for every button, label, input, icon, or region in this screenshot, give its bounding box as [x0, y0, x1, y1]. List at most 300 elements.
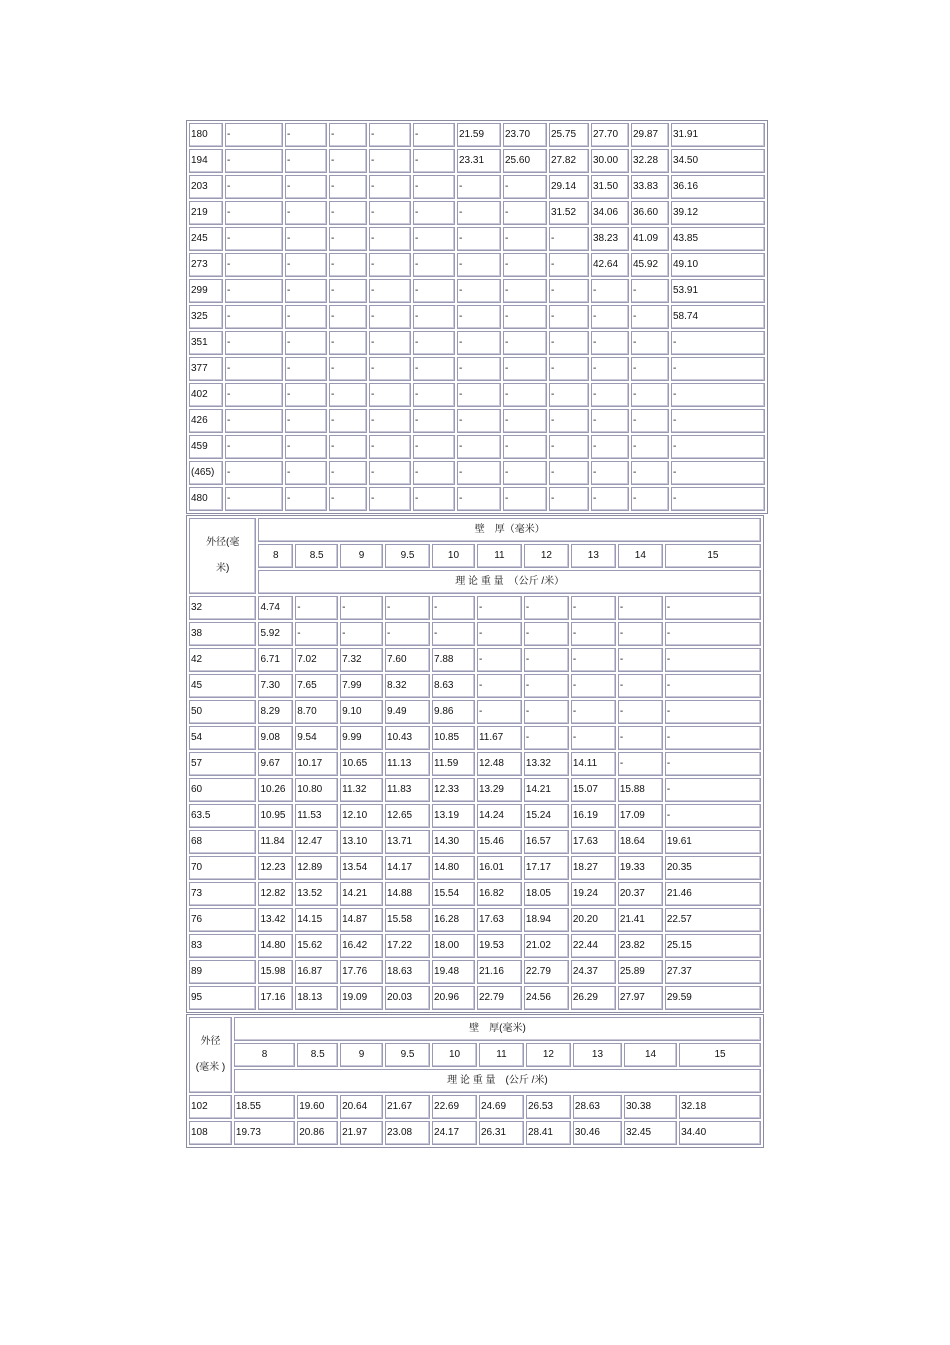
- weight-cell: -: [340, 622, 383, 646]
- weight-cell: -: [285, 201, 327, 225]
- weight-table-large-od: [186, 120, 768, 514]
- weight-cell: 9.86: [432, 700, 475, 724]
- weight-cell: 16.01: [477, 856, 522, 880]
- weight-cell: 7.32: [340, 648, 383, 672]
- table-row: [189, 175, 765, 199]
- weight-cell: 8.63: [432, 674, 475, 698]
- thickness-header-cell: 14: [618, 544, 663, 568]
- weight-cell: -: [413, 123, 455, 147]
- weight-cell: -: [369, 201, 411, 225]
- od-label-line1: 外径: [200, 1036, 221, 1047]
- weight-cell: 28.63: [573, 1095, 622, 1119]
- weight-cell: -: [285, 409, 327, 433]
- weight-cell: 41.09: [631, 227, 669, 251]
- weight-cell: -: [285, 383, 327, 407]
- weight-cell: -: [571, 674, 616, 698]
- table-row: [189, 986, 761, 1010]
- weight-cell: -: [631, 487, 669, 511]
- thickness-header-cell: 9.5: [385, 544, 430, 568]
- weight-cell: 12.23: [258, 856, 293, 880]
- thickness-row: [189, 1043, 761, 1067]
- weight-cell: -: [413, 149, 455, 173]
- weight-cell: 31.52: [549, 201, 589, 225]
- weight-cell: 9.10: [340, 700, 383, 724]
- weight-cell: -: [549, 305, 589, 329]
- weight-cell: 26.53: [526, 1095, 571, 1119]
- outer-diameter-cell: 95: [189, 986, 256, 1010]
- table-body: [189, 1095, 761, 1145]
- weight-cell: -: [225, 175, 283, 199]
- weight-cell: 15.62: [295, 934, 338, 958]
- weight-cell: 22.79: [477, 986, 522, 1010]
- weight-cell: -: [503, 305, 547, 329]
- weight-cell: 36.16: [671, 175, 765, 199]
- weight-cell: 24.69: [479, 1095, 524, 1119]
- weight-cell: 11.67: [477, 726, 522, 750]
- weight-cell: -: [524, 622, 569, 646]
- weight-cell: 42.64: [591, 253, 629, 277]
- weight-cell: -: [225, 305, 283, 329]
- weight-cell: 17.63: [477, 908, 522, 932]
- weight-cell: -: [571, 700, 616, 724]
- table-row: [189, 934, 761, 958]
- weight-cell: -: [665, 726, 761, 750]
- thickness-header-cell: 11: [477, 544, 522, 568]
- weight-cell: 22.57: [665, 908, 761, 932]
- weight-cell: 21.97: [340, 1121, 383, 1145]
- weight-cell: -: [413, 175, 455, 199]
- weight-cell: -: [413, 305, 455, 329]
- weight-cell: -: [665, 622, 761, 646]
- document-page: [186, 120, 764, 1148]
- weight-cell: -: [295, 596, 338, 620]
- weight-cell: -: [549, 409, 589, 433]
- weight-cell: -: [524, 648, 569, 672]
- weight-cell: 23.82: [618, 934, 663, 958]
- weight-cell: 36.60: [631, 201, 669, 225]
- weight-cell: 13.71: [385, 830, 430, 854]
- weight-cell: -: [329, 435, 367, 459]
- table-row: [189, 1121, 761, 1145]
- outer-diameter-cell: 83: [189, 934, 256, 958]
- weight-cell: 23.31: [457, 149, 501, 173]
- weight-cell: 29.59: [665, 986, 761, 1010]
- weight-table-small-od: [186, 515, 764, 1013]
- table-row: [189, 279, 765, 303]
- weight-cell: 39.12: [671, 201, 765, 225]
- weight-cell: 18.55: [234, 1095, 295, 1119]
- table-row: [189, 227, 765, 251]
- weight-cell: -: [665, 700, 761, 724]
- weight-cell: 18.13: [295, 986, 338, 1010]
- weight-cell: -: [413, 383, 455, 407]
- weight-cell: -: [618, 622, 663, 646]
- outer-diameter-cell: 351: [189, 331, 223, 355]
- weight-cell: -: [285, 331, 327, 355]
- weight-cell: 14.88: [385, 882, 430, 906]
- weight-cell: -: [591, 305, 629, 329]
- weight-cell: -: [457, 175, 501, 199]
- weight-cell: -: [432, 596, 475, 620]
- weight-cell: 21.41: [618, 908, 663, 932]
- thickness-header-cell: 8: [234, 1043, 295, 1067]
- outer-diameter-cell: 38: [189, 622, 256, 646]
- weight-cell: 15.54: [432, 882, 475, 906]
- weight-cell: 16.57: [524, 830, 569, 854]
- weight-cell: 20.86: [297, 1121, 338, 1145]
- weight-cell: -: [503, 175, 547, 199]
- weight-cell: -: [285, 149, 327, 173]
- table-row: [189, 357, 765, 381]
- weight-cell: 27.97: [618, 986, 663, 1010]
- weight-cell: -: [503, 409, 547, 433]
- outer-diameter-cell: 325: [189, 305, 223, 329]
- weight-cell: -: [285, 253, 327, 277]
- weight-cell: -: [369, 253, 411, 277]
- weight-cell: 38.23: [591, 227, 629, 251]
- weight-cell: -: [631, 357, 669, 381]
- weight-cell: -: [477, 648, 522, 672]
- weight-cell: 15.24: [524, 804, 569, 828]
- weight-cell: -: [285, 487, 327, 511]
- weight-cell: -: [549, 331, 589, 355]
- weight-cell: -: [329, 279, 367, 303]
- weight-cell: 14.80: [432, 856, 475, 880]
- weight-cell: -: [225, 123, 283, 147]
- weight-cell: -: [285, 357, 327, 381]
- outer-diameter-cell: 60: [189, 778, 256, 802]
- weight-cell: 11.13: [385, 752, 430, 776]
- weight-cell: 13.10: [340, 830, 383, 854]
- weight-cell: 13.32: [524, 752, 569, 776]
- weight-cell: -: [591, 487, 629, 511]
- weight-cell: 21.16: [477, 960, 522, 984]
- weight-cell: 34.06: [591, 201, 629, 225]
- outer-diameter-cell: 245: [189, 227, 223, 251]
- outer-diameter-cell: 76: [189, 908, 256, 932]
- weight-cell: 16.87: [295, 960, 338, 984]
- table-row: [189, 882, 761, 906]
- weight-cell: 19.24: [571, 882, 616, 906]
- outer-diameter-cell: 299: [189, 279, 223, 303]
- weight-cell: 14.87: [340, 908, 383, 932]
- weight-cell: -: [369, 435, 411, 459]
- weight-cell: 16.42: [340, 934, 383, 958]
- weight-cell: 7.02: [295, 648, 338, 672]
- weight-cell: -: [549, 279, 589, 303]
- outer-diameter-cell: 45: [189, 674, 256, 698]
- table-body: [189, 596, 761, 1010]
- weight-cell: -: [329, 409, 367, 433]
- weight-cell: 24.56: [524, 986, 569, 1010]
- weight-cell: -: [503, 279, 547, 303]
- weight-cell: 13.29: [477, 778, 522, 802]
- weight-cell: 13.52: [295, 882, 338, 906]
- thickness-header-cell: 15: [665, 544, 761, 568]
- weight-cell: -: [225, 461, 283, 485]
- weight-cell: -: [225, 435, 283, 459]
- weight-cell: 31.91: [671, 123, 765, 147]
- table-row: [189, 778, 761, 802]
- outer-diameter-cell: 203: [189, 175, 223, 199]
- weight-cell: -: [385, 622, 430, 646]
- weight-cell: -: [329, 331, 367, 355]
- weight-cell: -: [631, 305, 669, 329]
- weight-cell: 30.46: [573, 1121, 622, 1145]
- weight-cell: 11.32: [340, 778, 383, 802]
- weight-cell: 25.15: [665, 934, 761, 958]
- theoretical-weight-header: 理 论 重 量 （公斤 /米）: [258, 570, 761, 594]
- weight-cell: 30.38: [624, 1095, 677, 1119]
- weight-cell: -: [671, 435, 765, 459]
- weight-cell: 11.83: [385, 778, 430, 802]
- weight-cell: -: [369, 487, 411, 511]
- table-row: [189, 648, 761, 672]
- outer-diameter-cell: 219: [189, 201, 223, 225]
- weight-cell: 18.00: [432, 934, 475, 958]
- outer-diameter-cell: 426: [189, 409, 223, 433]
- weight-cell: -: [369, 357, 411, 381]
- table-row: [189, 409, 765, 433]
- weight-cell: 15.98: [258, 960, 293, 984]
- weight-cell: 9.67: [258, 752, 293, 776]
- weight-cell: -: [369, 149, 411, 173]
- weight-cell: -: [413, 201, 455, 225]
- weight-cell: 9.08: [258, 726, 293, 750]
- weight-cell: 29.87: [631, 123, 669, 147]
- weight-cell: 10.26: [258, 778, 293, 802]
- weight-cell: -: [432, 622, 475, 646]
- weight-cell: -: [549, 383, 589, 407]
- table-row: [189, 726, 761, 750]
- od-label-line2: (毫米 ): [195, 1062, 226, 1073]
- weight-cell: -: [477, 674, 522, 698]
- weight-cell: 13.54: [340, 856, 383, 880]
- weight-cell: -: [285, 175, 327, 199]
- thickness-header-cell: 9: [340, 1043, 383, 1067]
- weight-cell: 15.88: [618, 778, 663, 802]
- weight-cell: -: [591, 331, 629, 355]
- weight-cell: -: [295, 622, 338, 646]
- weight-cell: -: [225, 253, 283, 277]
- weight-cell: -: [503, 487, 547, 511]
- weight-cell: -: [591, 461, 629, 485]
- weight-cell: 19.48: [432, 960, 475, 984]
- od-label-line2: 米): [216, 563, 230, 574]
- weight-cell: 18.64: [618, 830, 663, 854]
- weight-cell: 6.71: [258, 648, 293, 672]
- weight-cell: 53.91: [671, 279, 765, 303]
- weight-cell: 18.27: [571, 856, 616, 880]
- weight-cell: -: [591, 435, 629, 459]
- weight-cell: -: [225, 279, 283, 303]
- weight-cell: -: [665, 804, 761, 828]
- outer-diameter-cell: 273: [189, 253, 223, 277]
- weight-cell: -: [665, 752, 761, 776]
- weight-cell: 20.20: [571, 908, 616, 932]
- outer-diameter-cell: 194: [189, 149, 223, 173]
- outer-diameter-cell: 377: [189, 357, 223, 381]
- weight-cell: -: [369, 383, 411, 407]
- weight-cell: 31.50: [591, 175, 629, 199]
- weight-cell: -: [369, 227, 411, 251]
- weight-cell: -: [665, 648, 761, 672]
- outer-diameter-cell: 480: [189, 487, 223, 511]
- weight-cell: -: [457, 461, 501, 485]
- thickness-header-cell: 12: [524, 544, 569, 568]
- weight-cell: -: [457, 305, 501, 329]
- weight-cell: -: [385, 596, 430, 620]
- thickness-header-cell: 13: [571, 544, 616, 568]
- weight-cell: 17.76: [340, 960, 383, 984]
- weight-cell: 21.67: [385, 1095, 430, 1119]
- weight-cell: -: [329, 305, 367, 329]
- weight-cell: -: [329, 149, 367, 173]
- weight-cell: 19.33: [618, 856, 663, 880]
- weight-cell: -: [225, 383, 283, 407]
- weight-cell: -: [503, 253, 547, 277]
- weight-cell: -: [618, 596, 663, 620]
- weight-cell: -: [413, 253, 455, 277]
- table-row: [189, 435, 765, 459]
- outer-diameter-cell: 102: [189, 1095, 232, 1119]
- weight-cell: -: [549, 435, 589, 459]
- weight-cell: -: [413, 409, 455, 433]
- weight-cell: 26.31: [479, 1121, 524, 1145]
- weight-cell: 15.58: [385, 908, 430, 932]
- thickness-row: [189, 544, 761, 568]
- weight-cell: 14.17: [385, 856, 430, 880]
- weight-cell: -: [503, 357, 547, 381]
- weight-cell: -: [457, 357, 501, 381]
- weight-cell: -: [549, 253, 589, 277]
- weight-cell: -: [329, 123, 367, 147]
- weight-cell: -: [571, 648, 616, 672]
- weight-cell: -: [413, 331, 455, 355]
- table-row: [189, 908, 761, 932]
- outer-diameter-cell: 402: [189, 383, 223, 407]
- thickness-header-cell: 14: [624, 1043, 677, 1067]
- weight-cell: -: [329, 461, 367, 485]
- weight-cell: -: [225, 409, 283, 433]
- weight-cell: 17.22: [385, 934, 430, 958]
- weight-cell: -: [477, 700, 522, 724]
- outer-diameter-cell: 50: [189, 700, 256, 724]
- weight-cell: -: [671, 383, 765, 407]
- weight-cell: -: [413, 487, 455, 511]
- weight-cell: -: [549, 357, 589, 381]
- weight-cell: 13.19: [432, 804, 475, 828]
- weight-cell: 34.50: [671, 149, 765, 173]
- weight-cell: 27.37: [665, 960, 761, 984]
- weight-cell: 12.48: [477, 752, 522, 776]
- table-row: [189, 830, 761, 854]
- weight-cell: 10.65: [340, 752, 383, 776]
- outer-diameter-cell: 70: [189, 856, 256, 880]
- thickness-header-cell: 8.5: [297, 1043, 338, 1067]
- weight-cell: -: [549, 487, 589, 511]
- weight-cell: -: [457, 487, 501, 511]
- outer-diameter-cell: 63.5: [189, 804, 256, 828]
- weight-cell: -: [665, 778, 761, 802]
- weight-cell: 17.17: [524, 856, 569, 880]
- weight-cell: -: [285, 461, 327, 485]
- thickness-header-cell: 15: [679, 1043, 761, 1067]
- weight-cell: 21.02: [524, 934, 569, 958]
- weight-cell: -: [571, 622, 616, 646]
- weight-cell: 23.70: [503, 123, 547, 147]
- table-row: [189, 856, 761, 880]
- weight-cell: 12.82: [258, 882, 293, 906]
- outer-diameter-cell: 54: [189, 726, 256, 750]
- weight-cell: 24.17: [432, 1121, 477, 1145]
- weight-cell: -: [631, 409, 669, 433]
- weight-cell: 8.29: [258, 700, 293, 724]
- weight-cell: 15.46: [477, 830, 522, 854]
- thickness-header-cell: 11: [479, 1043, 524, 1067]
- thickness-header-cell: 8: [258, 544, 293, 568]
- weight-cell: 27.82: [549, 149, 589, 173]
- weight-cell: -: [671, 409, 765, 433]
- weight-cell: 7.60: [385, 648, 430, 672]
- weight-cell: 18.94: [524, 908, 569, 932]
- weight-cell: 19.53: [477, 934, 522, 958]
- weight-cell: 30.00: [591, 149, 629, 173]
- weight-cell: 12.47: [295, 830, 338, 854]
- weight-cell: 20.64: [340, 1095, 383, 1119]
- weight-cell: -: [329, 357, 367, 381]
- weight-cell: -: [413, 227, 455, 251]
- weight-cell: -: [225, 149, 283, 173]
- weight-cell: 32.18: [679, 1095, 761, 1119]
- weight-cell: 16.82: [477, 882, 522, 906]
- weight-cell: -: [329, 175, 367, 199]
- table-row: [189, 123, 765, 147]
- weight-cell: 25.89: [618, 960, 663, 984]
- thickness-header-cell: 10: [432, 1043, 477, 1067]
- weight-cell: -: [671, 461, 765, 485]
- weight-cell: 26.29: [571, 986, 616, 1010]
- weight-cell: 19.73: [234, 1121, 295, 1145]
- weight-cell: -: [591, 409, 629, 433]
- weight-cell: -: [503, 201, 547, 225]
- weight-cell: -: [457, 279, 501, 303]
- weight-cell: 14.30: [432, 830, 475, 854]
- thickness-header-cell: 12: [526, 1043, 571, 1067]
- weight-cell: 22.79: [524, 960, 569, 984]
- weight-cell: -: [285, 435, 327, 459]
- outer-diameter-cell: 68: [189, 830, 256, 854]
- weight-cell: -: [329, 253, 367, 277]
- weight-cell: -: [591, 383, 629, 407]
- weight-cell: 34.40: [679, 1121, 761, 1145]
- weight-cell: -: [457, 253, 501, 277]
- outer-diameter-cell: (465): [189, 461, 223, 485]
- weight-cell: 20.37: [618, 882, 663, 906]
- weight-cell: 10.80: [295, 778, 338, 802]
- weight-cell: 23.08: [385, 1121, 430, 1145]
- weight-cell: -: [571, 596, 616, 620]
- weight-cell: -: [524, 700, 569, 724]
- weight-cell: -: [631, 331, 669, 355]
- weight-cell: 7.88: [432, 648, 475, 672]
- weight-cell: 8.70: [295, 700, 338, 724]
- weight-cell: -: [329, 487, 367, 511]
- weight-cell: -: [413, 435, 455, 459]
- weight-cell: 16.28: [432, 908, 475, 932]
- weight-cell: -: [457, 331, 501, 355]
- weight-cell: -: [549, 461, 589, 485]
